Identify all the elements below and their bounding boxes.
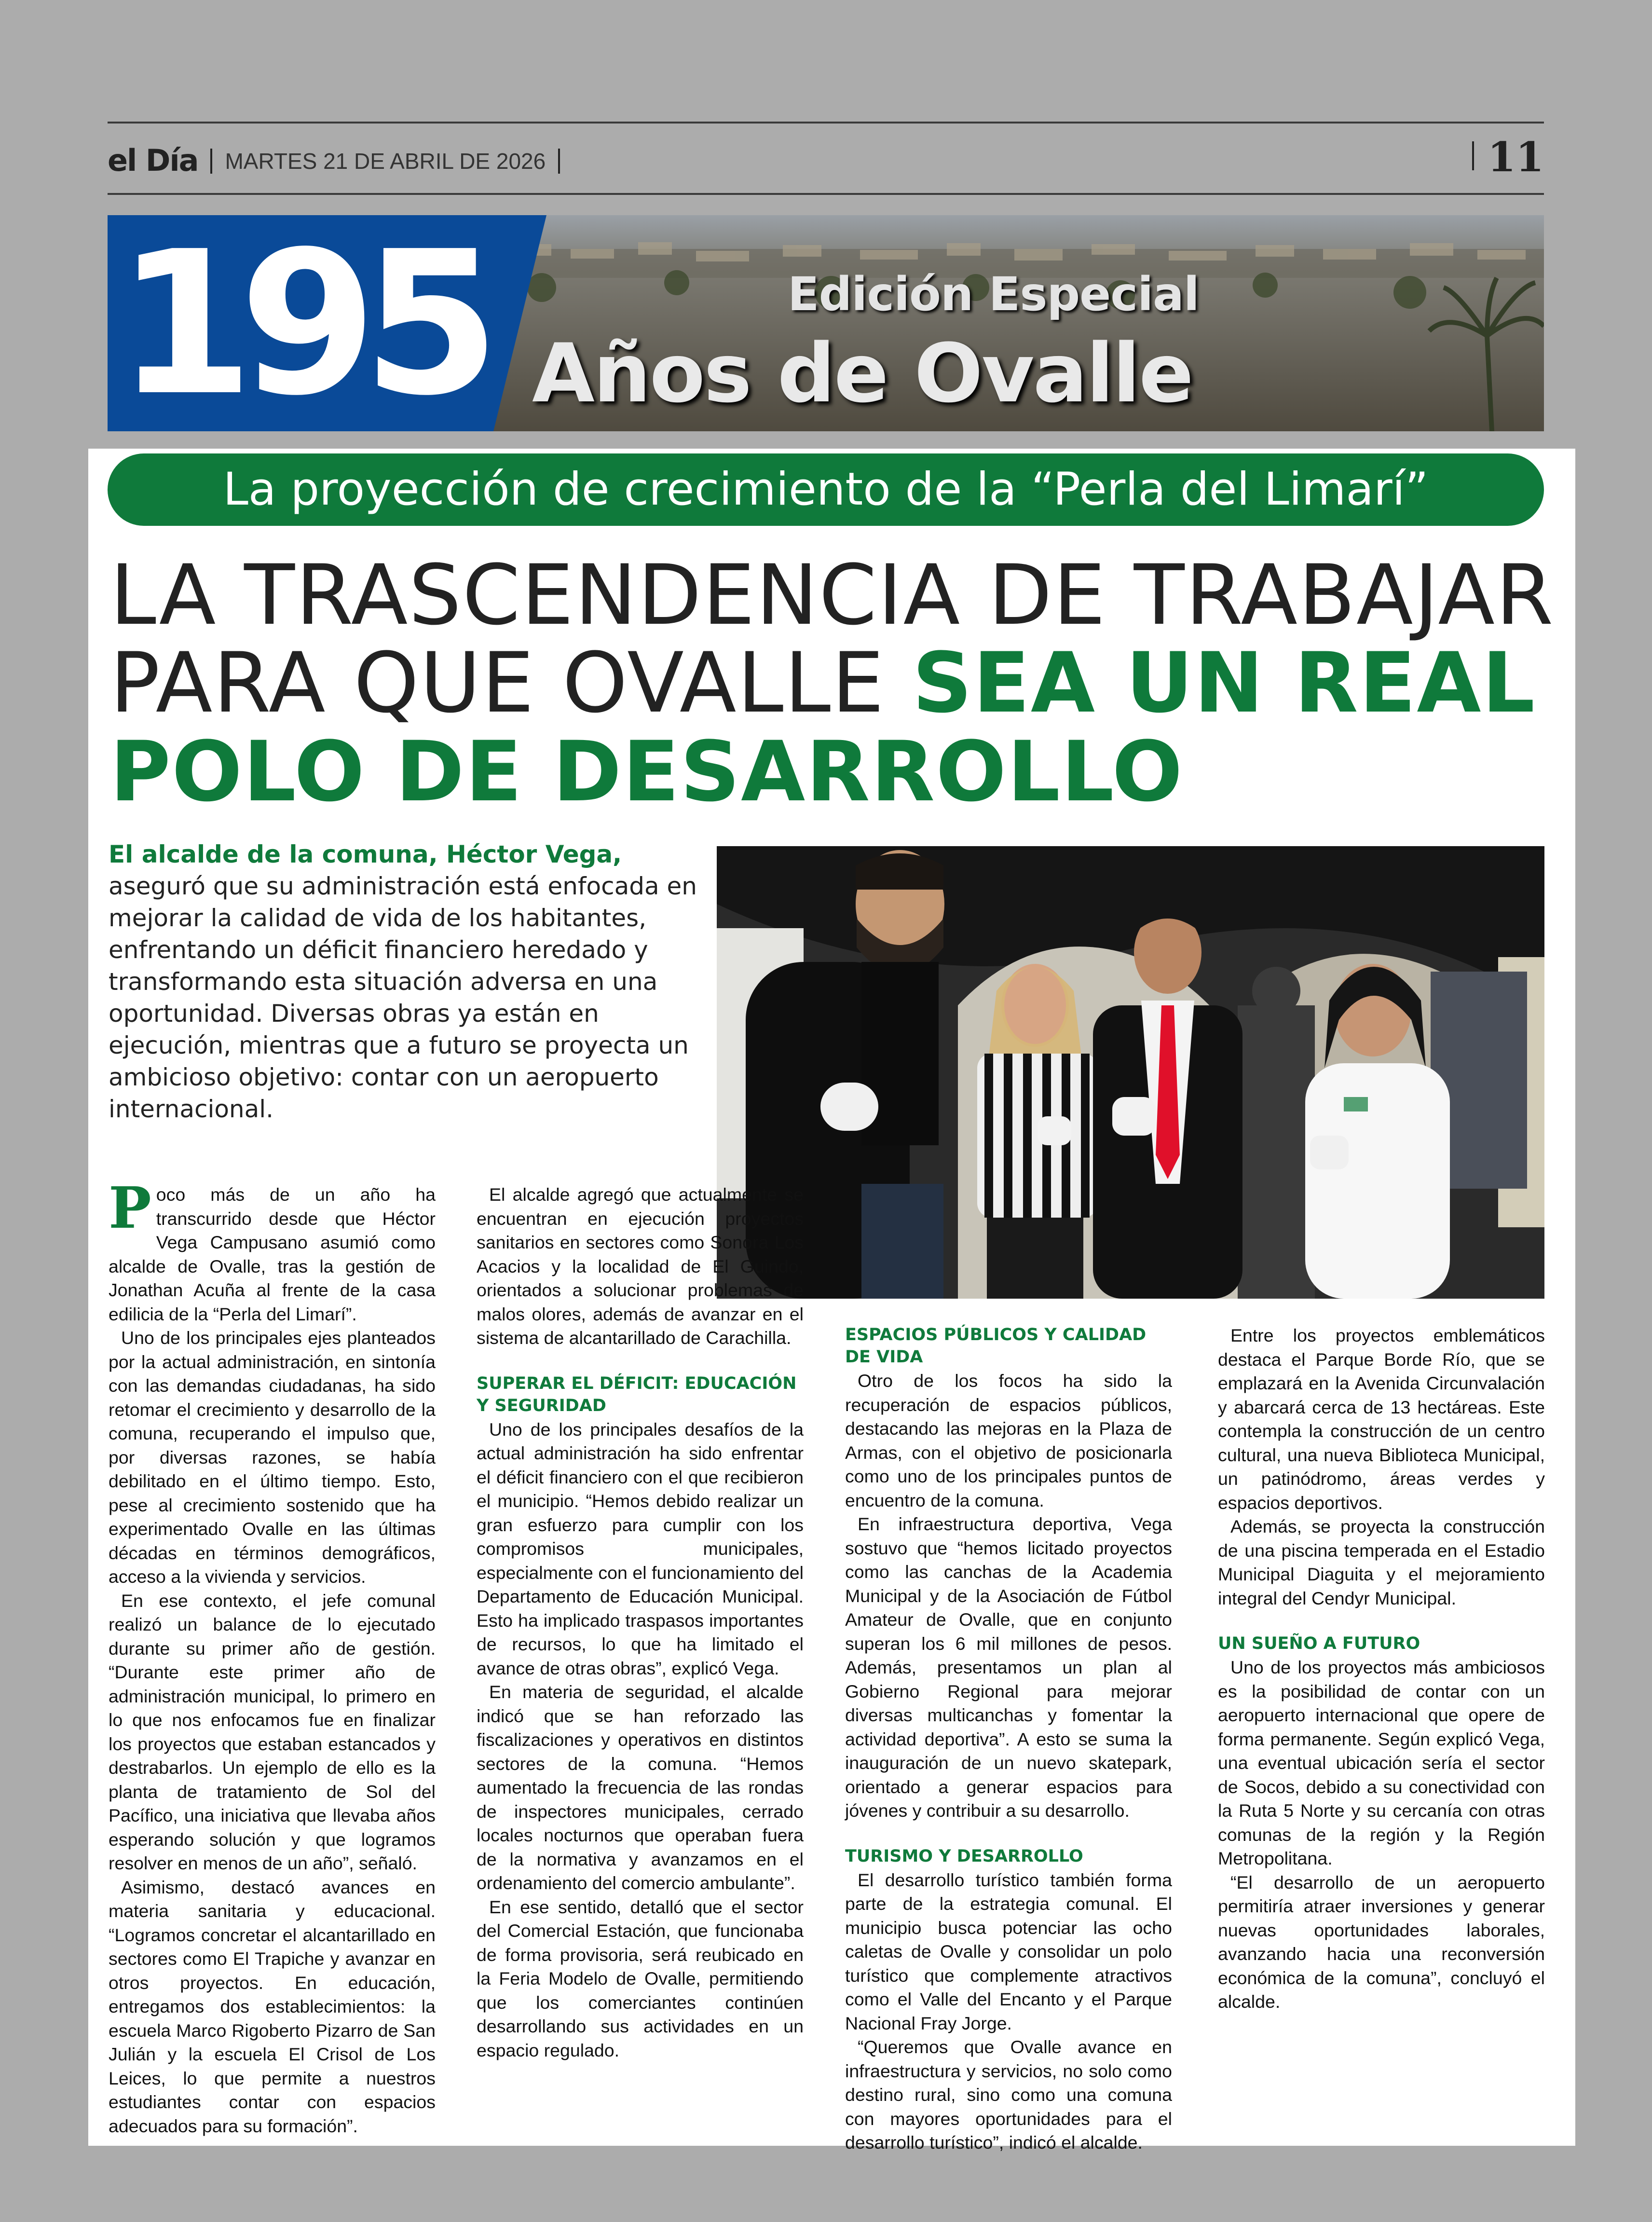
- headline-line-2: PARA QUE OVALLE SEA UN REAL: [110, 634, 1536, 731]
- article-column-4: [1218, 1324, 1545, 2014]
- body-paragraph: Otro de los focos ha sido la recuperación de espacios públicos, destacando las mejoras en la Plaza de Armas, con el objetivo de posicionarla como uno de los principales puntos de encuentro de la comuna.: [845, 1371, 1172, 1510]
- banner-title: Años de Ovalle: [532, 326, 1193, 421]
- special-edition-banner: [108, 215, 1544, 431]
- anniversary-number: 195: [116, 215, 486, 431]
- kicker-pill: La proyección de crecimiento de la “Perla del Limarí”: [108, 453, 1544, 526]
- body-paragraph: Además, se proyecta la construcción de una piscina temperada en el Estadio Municipal Diaguita y el mejoramiento integral del Cendyr Municipal.: [1218, 1516, 1545, 1608]
- header-separator: [558, 149, 560, 174]
- body-paragraph: Poco más de un año ha transcurrido desde que Héctor Vega Campusano asumió como alcalde de Ovalle, tras la gestión de Jonathan Acuña al frente de la casa edilicia de la “Perla del Limarí”.: [109, 1174, 436, 1324]
- subheading-deficit: SUPERAR EL DÉFICIT: EDUCACIÓN Y SEGURIDAD: [477, 1373, 797, 1415]
- body-paragraph: El desarrollo turístico también forma parte de la estrategia comunal. El municipio busca potenciar las ocho caletas de Ovalle y consolidar un polo turístico que complemente atractivos como el Valle del Encanto y el Parque Nacional Fray Jorge.: [845, 1869, 1172, 2033]
- body-paragraph: Uno de los principales ejes planteados por la actual administración, en sintonía con las demandas ciudadanas, ha sido retomar el crecimiento y desarrollo de la comuna, recuperando el impulso que, por diversas razones, se había debilitado en el último tiempo. Esto, pese al crecimiento sostenido que ha experimentado Ovalle en las últimas décadas en términos demográficos, acceso a la vivienda y servicios.: [109, 1328, 436, 1587]
- masthead: [108, 143, 573, 178]
- issue-date: MARTES 21 DE ABRIL DE 2026: [225, 149, 546, 174]
- body-paragraph: En infraestructura deportiva, Vega sostuvo que “hemos licitado proyectos como las canchas de la Academia Municipal y de la Asociación de Fútbol Amateur de Ovalle, que en conjunto superan los 6 mil millones de pesos. Además, presentamos un plan al Gobierno Regional para mejorar diversas multicanchas y fomentar la actividad deportiva”. A esto se suma la inauguración de un nuevo skatepark, orientado a generar espacios para jóvenes y contribuir a su desarrollo.: [845, 1514, 1172, 1821]
- article-column-2: [477, 1183, 804, 2062]
- subheading-turismo: TURISMO Y DESARROLLO: [845, 1846, 1083, 1866]
- headline-line-3: POLO DE DESARROLLO: [110, 723, 1184, 820]
- body-paragraph: En ese sentido, detalló que el sector del Comercial Estación, que funcionaba de forma provisoria, será reubicado en la Feria Modelo de Ovalle, permitiendo que los comerciantes continúen desarrollando sus actividades en un espacio regulado.: [477, 1896, 804, 2060]
- photo-group-icon: [717, 846, 1544, 1299]
- header-separator: [210, 149, 212, 174]
- body-paragraph: En materia de seguridad, el alcalde indicó que se han reforzado las fiscalizaciones y operativos en distintos sectores de la comuna. “Hemos aumentado la frecuencia de las rondas de inspectores municipales, cerrado locales nocturnos que operaban fuera de la normativa y avanzamos en el ordenamiento del comercio ambulante”.: [477, 1682, 804, 1893]
- drop-cap: P: [109, 1174, 151, 1241]
- lead-text: aseguró que su administración está enfocada en mejorar la calidad de vida de los habitantes, enfrentando un déficit financiero heredado y transformando esta situación adversa en una oportunidad. Diversas obras ya están en ejecución, mientras que a futuro se proyecta un ambicioso objetivo: contar con un aeropuerto internacional.: [109, 872, 697, 1123]
- subheading-sueno: UN SUEÑO A FUTURO: [1218, 1634, 1420, 1653]
- article-column-3: [845, 1324, 1172, 2155]
- subheading-espacios: ESPACIOS PÚBLICOS Y CALIDAD DE VIDA: [845, 1325, 1147, 1367]
- body-paragraph: “Queremos que Ovalle avance en infraestructura y servicios, no solo como destino rural, sino como una comuna con mayores oportunidades para el desarrollo turístico”, indicó el alcalde.: [845, 2037, 1172, 2153]
- lead-paragraph: [109, 838, 707, 1125]
- article-column-1: [109, 1174, 436, 2138]
- body-paragraph: Asimismo, destacó avances en materia sanitaria y educacional. “Logramos concretar el alcantarillado en sectores como El Trapiche y avanzar en otros proyectos. En educación, entregamos dos establecimientos: la escuela Marco Rigoberto Pizarro de San Julián y la escuela El Crisol de Los Leices, lo que permite a nuestros estudiantes contar con espacios adecuados para su formación”.: [109, 1877, 436, 2136]
- special-edition-label: Edición Especial: [788, 267, 1199, 321]
- body-paragraph: En ese contexto, el jefe comunal realizó un balance de lo ejecutado durante su primer año de gestión. “Durante este primer año de administración municipal, lo primero en lo que nos enfocamos fue en finalizar los proyectos que estaban estancados y destrabarlos. Un ejemplo de ello es la planta de tratamiento de Sol del Pacífico, una iniciativa que llevaba años esperando solución y que logramos resolver en menos de un año”, señaló.: [109, 1590, 436, 1873]
- page-number: 11: [1472, 133, 1544, 181]
- brand-logo: el Día: [108, 143, 198, 178]
- body-paragraph: Uno de los principales desafíos de la actual administración ha sido enfrentar el déficit financiero con el que recibieron el municipio. “Hemos debido realizar un gran esfuerzo para cumplir con los compromisos municipales, especialmente con el funcionamiento del Departamento de Educación Municipal. Esto ha implicado traspasos importantes de recursos, lo que ha limitado el avance de otras obras”, explicó Vega.: [477, 1419, 804, 1678]
- body-paragraph: Uno de los proyectos más ambiciosos es la posibilidad de contar con un aeropuerto internacional que opere de forma permanente. Según explicó Vega, una eventual ubicación sería el sector de Socos, debido a su conectividad con la Ruta 5 Norte y su cercanía con otras comunas de la región y la Región Metropolitana.: [1218, 1657, 1545, 1868]
- headline-line-1: LA TRASCENDENCIA DE TRABAJAR: [110, 547, 1555, 644]
- body-paragraph: “El desarrollo de un aeropuerto permitiría atraer inversiones y generar nuevas oportunidades laborales, avanzando hacia una reconversión económica de la comuna”, concluyó el alcalde.: [1218, 1872, 1545, 2012]
- lead-highlight: El alcalde de la comuna, Héctor Vega,: [109, 840, 622, 868]
- header-rule-bottom: [108, 193, 1544, 195]
- header-separator: [1472, 141, 1474, 170]
- header-rule-top: [108, 122, 1544, 123]
- body-paragraph: El alcalde agregó que actualmente se encuentran en ejecución proyectos sanitarios en sectores como Sonora Los Acacios y la localidad de El Guindo, orientados a solucionar problemas de malos olores, además de avanzar en el sistema de alcantarillado de Carachilla.: [477, 1184, 804, 1348]
- body-paragraph: Entre los proyectos emblemáticos destaca el Parque Borde Río, que se emplazará en la Avenida Circunvalación y abarcará cerca de 13 hectáreas. Este contempla la construcción de un centro cultural, una nueva Biblioteca Municipal, un patinódromo, áreas verdes y espacios deportivos.: [1218, 1325, 1545, 1513]
